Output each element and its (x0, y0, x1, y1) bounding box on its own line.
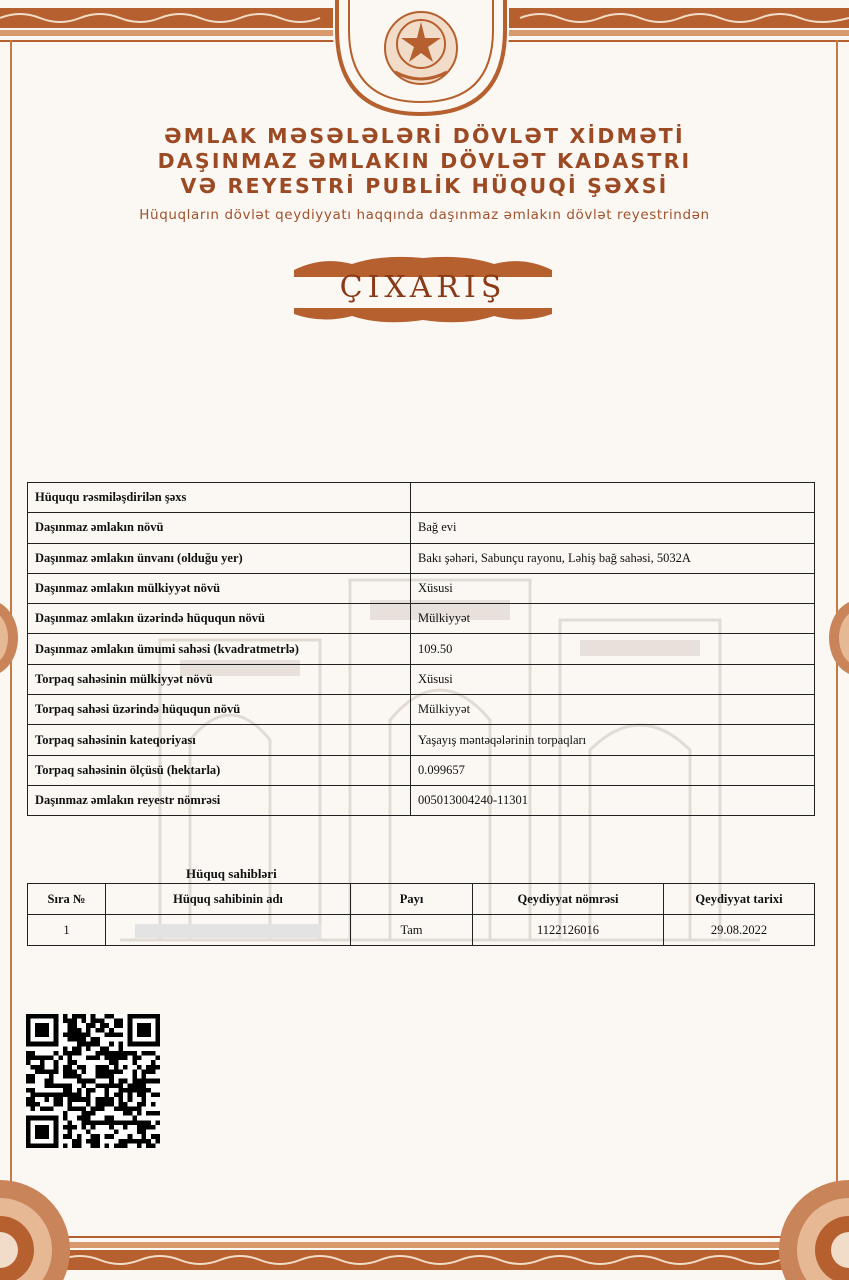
header-registration-date: Qeydiyyat tarixi (664, 884, 815, 915)
owners-header-row (28, 884, 815, 915)
property-info-table (27, 482, 815, 816)
property-info-row (28, 785, 815, 815)
property-field-value: Xüsusi (411, 573, 815, 603)
property-field-label: Daşınmaz əmlakın üzərində hüququn növü (28, 604, 411, 634)
header-share: Payı (351, 884, 473, 915)
property-field-value: Mülkiyyət (411, 604, 815, 634)
property-field-label: Torpaq sahəsi üzərində hüququn növü (28, 695, 411, 725)
owner-row (28, 915, 815, 946)
issuer-title (0, 124, 849, 199)
property-field-value (411, 483, 815, 513)
property-info-row (28, 695, 815, 725)
property-field-value: Mülkiyyət (411, 695, 815, 725)
property-field-value: Bağ evi (411, 513, 815, 543)
property-field-value: 109.50 (411, 634, 815, 664)
property-field-value: 0.099657 (411, 755, 815, 785)
header-index: Sıra № (28, 884, 106, 915)
property-info-row (28, 573, 815, 603)
owners-table (27, 883, 815, 946)
owner-registration-date: 29.08.2022 (664, 915, 815, 946)
property-info-row (28, 604, 815, 634)
property-info-row (28, 664, 815, 694)
property-field-label: Daşınmaz əmlakın reyestr nömrəsi (28, 785, 411, 815)
property-field-label: Daşınmaz əmlakın mülkiyyət növü (28, 573, 411, 603)
property-field-label: Daşınmaz əmlakın növü (28, 513, 411, 543)
property-info-row (28, 634, 815, 664)
right-rosette-ornament (821, 598, 849, 678)
property-info-row (28, 513, 815, 543)
document-type-title: ÇIXARIŞ (339, 270, 507, 305)
owner-share: Tam (351, 915, 473, 946)
redaction-bar (135, 924, 321, 938)
property-field-label: Hüququ rəsmiləşdirilən şəxs (28, 483, 411, 513)
state-emblem-icon (333, 0, 509, 120)
bottom-right-corner-ornament (769, 1160, 849, 1280)
document-subtitle: Hüquqların dövlət qeydiyyatı haqqında daşınmaz əmlakın dövlət reyestrindən (139, 207, 710, 223)
left-rosette-ornament (0, 598, 26, 678)
property-field-value: 005013004240-11301 (411, 785, 815, 815)
owners-section-title: Hüquq sahibləri (186, 866, 277, 881)
property-field-label: Torpaq sahəsinin ölçüsü (hektarla) (28, 755, 411, 785)
owner-index: 1 (28, 915, 106, 946)
property-field-label: Daşınmaz əmlakın ünvanı (olduğu yer) (28, 543, 411, 573)
header-registration-number: Qeydiyyat nömrəsi (473, 884, 664, 915)
property-field-value: Bakı şəhəri, Sabunçu rayonu, Ləhiş bağ sahəsi, 5032A (411, 543, 815, 573)
property-field-label: Daşınmaz əmlakın ümumi sahəsi (kvadratmetrlə) (28, 634, 411, 664)
owner-registration-number: 1122126016 (473, 915, 664, 946)
property-field-label: Torpaq sahəsinin kateqoriyası (28, 725, 411, 755)
property-info-row (28, 755, 815, 785)
property-field-value: Xüsusi (411, 664, 815, 694)
property-info-row (28, 543, 815, 573)
property-info-row (28, 483, 815, 513)
property-info-row (28, 725, 815, 755)
qr-code[interactable] (26, 1014, 160, 1148)
bottom-left-corner-ornament (0, 1160, 80, 1280)
header-owner-name: Hüquq sahibinin adı (106, 884, 351, 915)
issuer-title-line-1: ƏMLAK MƏSƏLƏLƏRİ DÖVLƏT XİDMƏTİ (164, 124, 685, 148)
issuer-title-line-3: VƏ REYESTRİ PUBLİK HÜQUQİ ŞƏXSİ (180, 174, 669, 198)
owner-name-redacted (106, 915, 351, 946)
property-field-label: Torpaq sahəsinin mülkiyyət növü (28, 664, 411, 694)
issuer-title-line-2: DAŞINMAZ ƏMLAKIN DÖVLƏT KADASTRI (157, 149, 692, 173)
bottom-ornament-border (0, 1222, 849, 1280)
property-field-value: Yaşayış məntəqələrinin torpaqları (411, 725, 815, 755)
